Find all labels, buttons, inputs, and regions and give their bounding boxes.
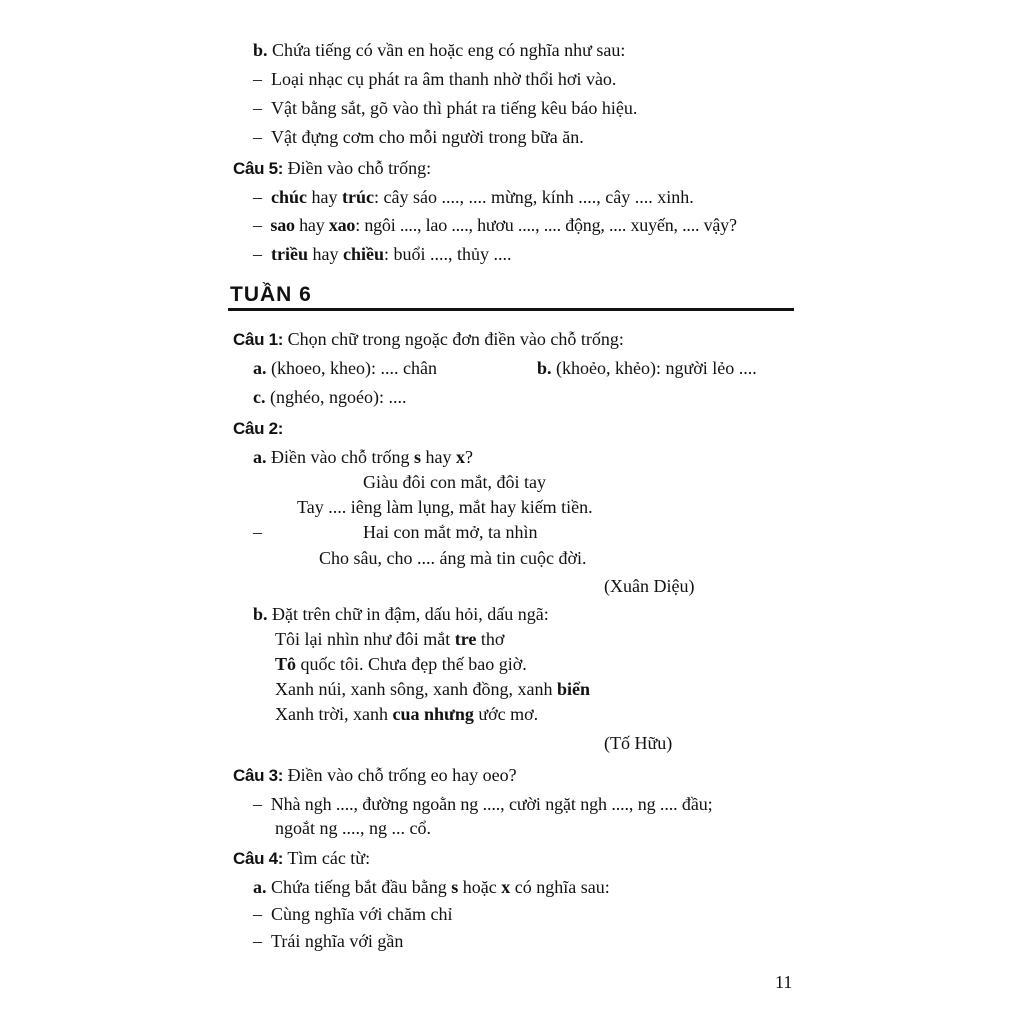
- word: Xanh núi, xanh sông, xanh đồng, xanh: [275, 679, 557, 699]
- part-text: Điền vào chỗ trống: [271, 447, 414, 467]
- question-3: [233, 764, 517, 787]
- word: Tôi lại nhìn như đôi mắt: [275, 629, 455, 649]
- word: Xanh trời, xanh: [275, 704, 393, 724]
- list-item-text: : cây sáo ...., .... mừng, kính ...., cây .... xinh.: [373, 187, 694, 207]
- question-text: Điền vào chỗ trống:: [287, 158, 432, 178]
- dash: –: [253, 931, 262, 951]
- list-item: [253, 930, 403, 952]
- list-item-text: Vật đựng cơm cho mỗi người trong bữa ăn.: [271, 127, 584, 147]
- question-text: Điền vào chỗ trống eo hay oeo?: [287, 765, 517, 785]
- part-a: [253, 446, 473, 468]
- option-label: a.: [253, 358, 267, 378]
- dash: –: [253, 794, 262, 814]
- word: hay: [307, 244, 343, 264]
- poem-line: Cho sâu, cho .... áng mà tin cuộc đời.: [319, 548, 587, 568]
- poem-line: Tay .... iêng làm lụng, mắt hay kiếm tiền.: [297, 497, 593, 517]
- poem-author: (Xuân Diệu): [604, 576, 695, 596]
- part-text: Đặt trên chữ in đậm, dấu hỏi, dấu ngã:: [272, 604, 549, 624]
- option-a: [253, 357, 437, 379]
- dash: –: [253, 522, 262, 542]
- part-label: a.: [253, 877, 267, 897]
- word-bold: x: [455, 447, 465, 467]
- dash: –: [253, 127, 262, 147]
- list-item: [253, 243, 512, 265]
- word-bold: chiều: [342, 244, 384, 264]
- option-b: [537, 357, 757, 379]
- word: ?: [464, 447, 473, 467]
- word: hoặc: [458, 877, 502, 897]
- question-2: [233, 417, 283, 440]
- poem-line: Giàu đôi con mắt, đôi tay: [363, 472, 546, 492]
- list-item-text: : buổi ...., thủy ....: [384, 244, 512, 264]
- list-item-text: Cùng nghĩa với chăm chỉ: [271, 904, 453, 924]
- page-number: 11: [775, 972, 793, 992]
- poem-author: (Tố Hữu): [604, 733, 673, 753]
- word-bold: s: [413, 447, 421, 467]
- dash: –: [253, 98, 262, 118]
- poem-line: [275, 653, 527, 675]
- question-5: [233, 157, 431, 180]
- word: ước mơ.: [473, 704, 539, 724]
- word: hay: [294, 215, 329, 235]
- section-title: TUẦN 6: [230, 283, 312, 306]
- option-c: [253, 386, 406, 408]
- list-item: [253, 903, 453, 925]
- list-item: [253, 186, 694, 208]
- question-label: Câu 5:: [233, 159, 284, 178]
- question-label: Câu 1:: [233, 330, 284, 349]
- part-a: [253, 876, 610, 898]
- poem-line: Hai con mắt mở, ta nhìn: [363, 522, 538, 542]
- word-bold: cua nhưng: [392, 704, 474, 724]
- option-label: c.: [253, 387, 266, 407]
- poem-line: [275, 628, 504, 650]
- poem-line: [275, 678, 590, 700]
- section-divider: [228, 308, 794, 311]
- list-item: [253, 97, 637, 119]
- list-item: [253, 214, 737, 236]
- question-label: Câu 4:: [233, 849, 284, 868]
- item-text: Chứa tiếng có vần en hoặc eng có nghĩa như sau:: [272, 40, 626, 60]
- part-b: [253, 603, 549, 625]
- list-item-text: Vật bằng sắt, gõ vào thì phát ra tiếng kêu báo hiệu.: [271, 98, 638, 118]
- word-bold: chúc: [271, 187, 307, 207]
- dash: –: [253, 215, 262, 235]
- option-text: (nghéo, ngoéo): ....: [270, 387, 407, 407]
- word: thơ: [476, 629, 505, 649]
- list-item-text: : ngôi ...., lao ...., hươu ...., .... động, .... xuyến, .... vậy?: [355, 215, 737, 235]
- question-4: [233, 847, 370, 870]
- dash: –: [253, 904, 262, 924]
- dash: –: [253, 244, 262, 264]
- word-bold: Tô: [275, 654, 297, 674]
- word: hay: [420, 447, 456, 467]
- part-label: a.: [253, 447, 267, 467]
- list-item: [253, 126, 584, 148]
- word-bold: tre: [454, 629, 477, 649]
- list-item-text: Nhà ngh ...., đường ngoằn ng ...., cười ngặt ngh ...., ng .... đầu;: [270, 794, 713, 814]
- word-bold: xao: [328, 215, 356, 235]
- dash: –: [253, 187, 262, 207]
- list-item-continuation: ngoắt ng ...., ng ... cổ.: [275, 818, 431, 838]
- word: có nghĩa sau:: [510, 877, 610, 897]
- word-bold: x: [501, 877, 511, 897]
- question-label: Câu 2:: [233, 419, 284, 438]
- list-item-text: Loại nhạc cụ phát ra âm thanh nhờ thổi hơi vào.: [271, 69, 617, 89]
- word-bold: s: [451, 877, 459, 897]
- item-b-line: [253, 39, 625, 61]
- question-label: Câu 3:: [233, 766, 284, 785]
- question-1: [233, 328, 624, 351]
- part-text: Chứa tiếng bắt đầu bằng: [271, 877, 452, 897]
- question-text: Tìm các từ:: [287, 848, 371, 868]
- part-label: b.: [253, 604, 268, 624]
- question-text: Chọn chữ trong ngoặc đơn điền vào chỗ trống:: [287, 329, 624, 349]
- option-text: (khoeo, kheo): .... chân: [271, 358, 437, 378]
- word-bold: triều: [271, 244, 308, 264]
- list-item: [253, 793, 713, 815]
- dash: –: [253, 69, 262, 89]
- word-bold: biển: [556, 679, 590, 699]
- list-item-text: Trái nghĩa với gần: [271, 931, 404, 951]
- option-label: b.: [537, 358, 552, 378]
- list-item: [253, 68, 616, 90]
- option-text: (khoẻo, khẻo): người lẻo ....: [556, 358, 757, 378]
- word-bold: sao: [270, 215, 295, 235]
- item-label: b.: [253, 40, 268, 60]
- word: quốc tôi. Chưa đẹp thế bao giờ.: [296, 654, 527, 674]
- poem-line: [275, 703, 538, 725]
- word: hay: [307, 187, 342, 207]
- word-bold: trúc: [342, 187, 374, 207]
